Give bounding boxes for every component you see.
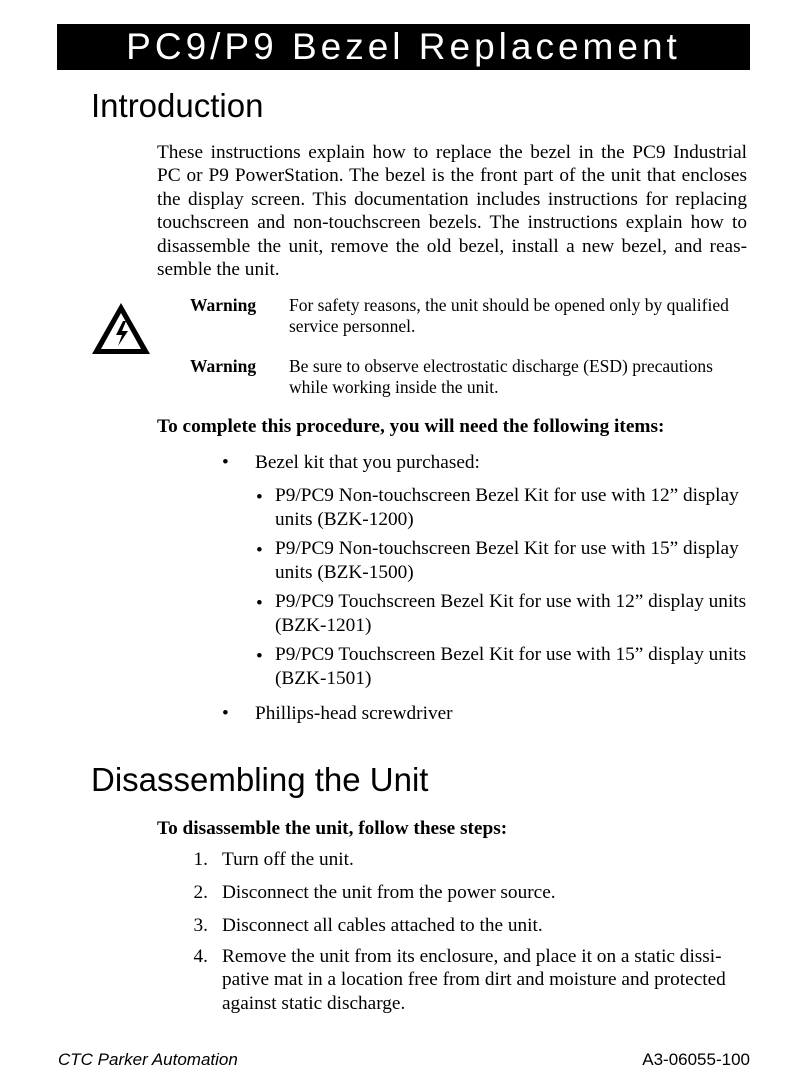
intro-line: semble the unit. (157, 259, 280, 281)
document-title: PC9/P9 Bezel Replacement (57, 24, 750, 70)
list-item-bzk-1500: P9/PC9 Non-touchscreen Bezel Kit for use with 15” display units (BZK-1500) (275, 538, 739, 583)
bullet-mark: • (256, 646, 263, 667)
step-text: Remove the unit from its enclosure, and place it on a static dissipative mat in a location free from dirt and moisture and protected against static discharge. (222, 946, 726, 1014)
intro-line: the display screen. This documentation includes instructions for replacing (157, 188, 747, 210)
warning-label: Warning (190, 356, 257, 376)
footer-doc-number: A3-06055-100 (642, 1050, 750, 1069)
list-item-bezel-kit: Bezel kit that you purchased: (255, 452, 480, 473)
step-number: 2. (193, 882, 208, 903)
step-number: 3. (193, 915, 208, 936)
warning-label: Warning (190, 295, 257, 315)
step-number: 4. (193, 946, 208, 967)
list-item-bzk-1200: P9/PC9 Non-touchscreen Bezel Kit for use with 12” display units (BZK-1200) (275, 485, 739, 530)
bullet-mark: • (222, 703, 229, 724)
introduction-paragraph (157, 141, 747, 281)
disassembly-heading: Disassembling the Unit (91, 761, 429, 798)
footer-company: CTC Parker Automation (58, 1050, 238, 1069)
bullet-mark: • (222, 452, 229, 473)
list-item-screwdriver: Phillips-head screwdriver (255, 703, 453, 724)
warning-text: For safety reasons, the unit should be opened only by qualified service personnel. (289, 295, 729, 336)
list-item-bzk-1201: P9/PC9 Touchscreen Bezel Kit for use with 12” display units (BZK-1201) (275, 591, 747, 636)
step-number: 1. (193, 849, 208, 870)
intro-line: touchscreen and non-touchscreen bezels. The instructions explain how to (157, 212, 747, 234)
step-text: Turn off the unit. (222, 849, 354, 870)
bullet-mark: • (256, 540, 263, 561)
step-text: Disconnect the unit from the power source. (222, 882, 556, 903)
bullet-mark: • (256, 487, 263, 508)
warning-text: Be sure to observe electrostatic discharge (ESD) precautions while working inside the unit. (289, 356, 713, 397)
list-item-bzk-1501: P9/PC9 Touchscreen Bezel Kit for use with 15” display units (BZK-1501) (275, 644, 747, 689)
step-text: Disconnect all cables attached to the unit. (222, 915, 543, 936)
high-voltage-warning-icon (89, 300, 153, 357)
items-heading: To complete this procedure, you will need the following items: (157, 416, 665, 437)
intro-line: disassemble the unit, remove the old bezel, install a new bezel, and reas- (157, 235, 747, 257)
bullet-mark: • (256, 593, 263, 614)
disassembly-subheading: To disassemble the unit, follow these steps: (157, 818, 508, 839)
intro-line: These instructions explain how to replace the bezel in the PC9 Industrial (157, 142, 747, 163)
introduction-heading: Introduction (91, 87, 264, 124)
intro-line: PC or P9 PowerStation. The bezel is the front part of the unit that encloses (157, 165, 747, 187)
